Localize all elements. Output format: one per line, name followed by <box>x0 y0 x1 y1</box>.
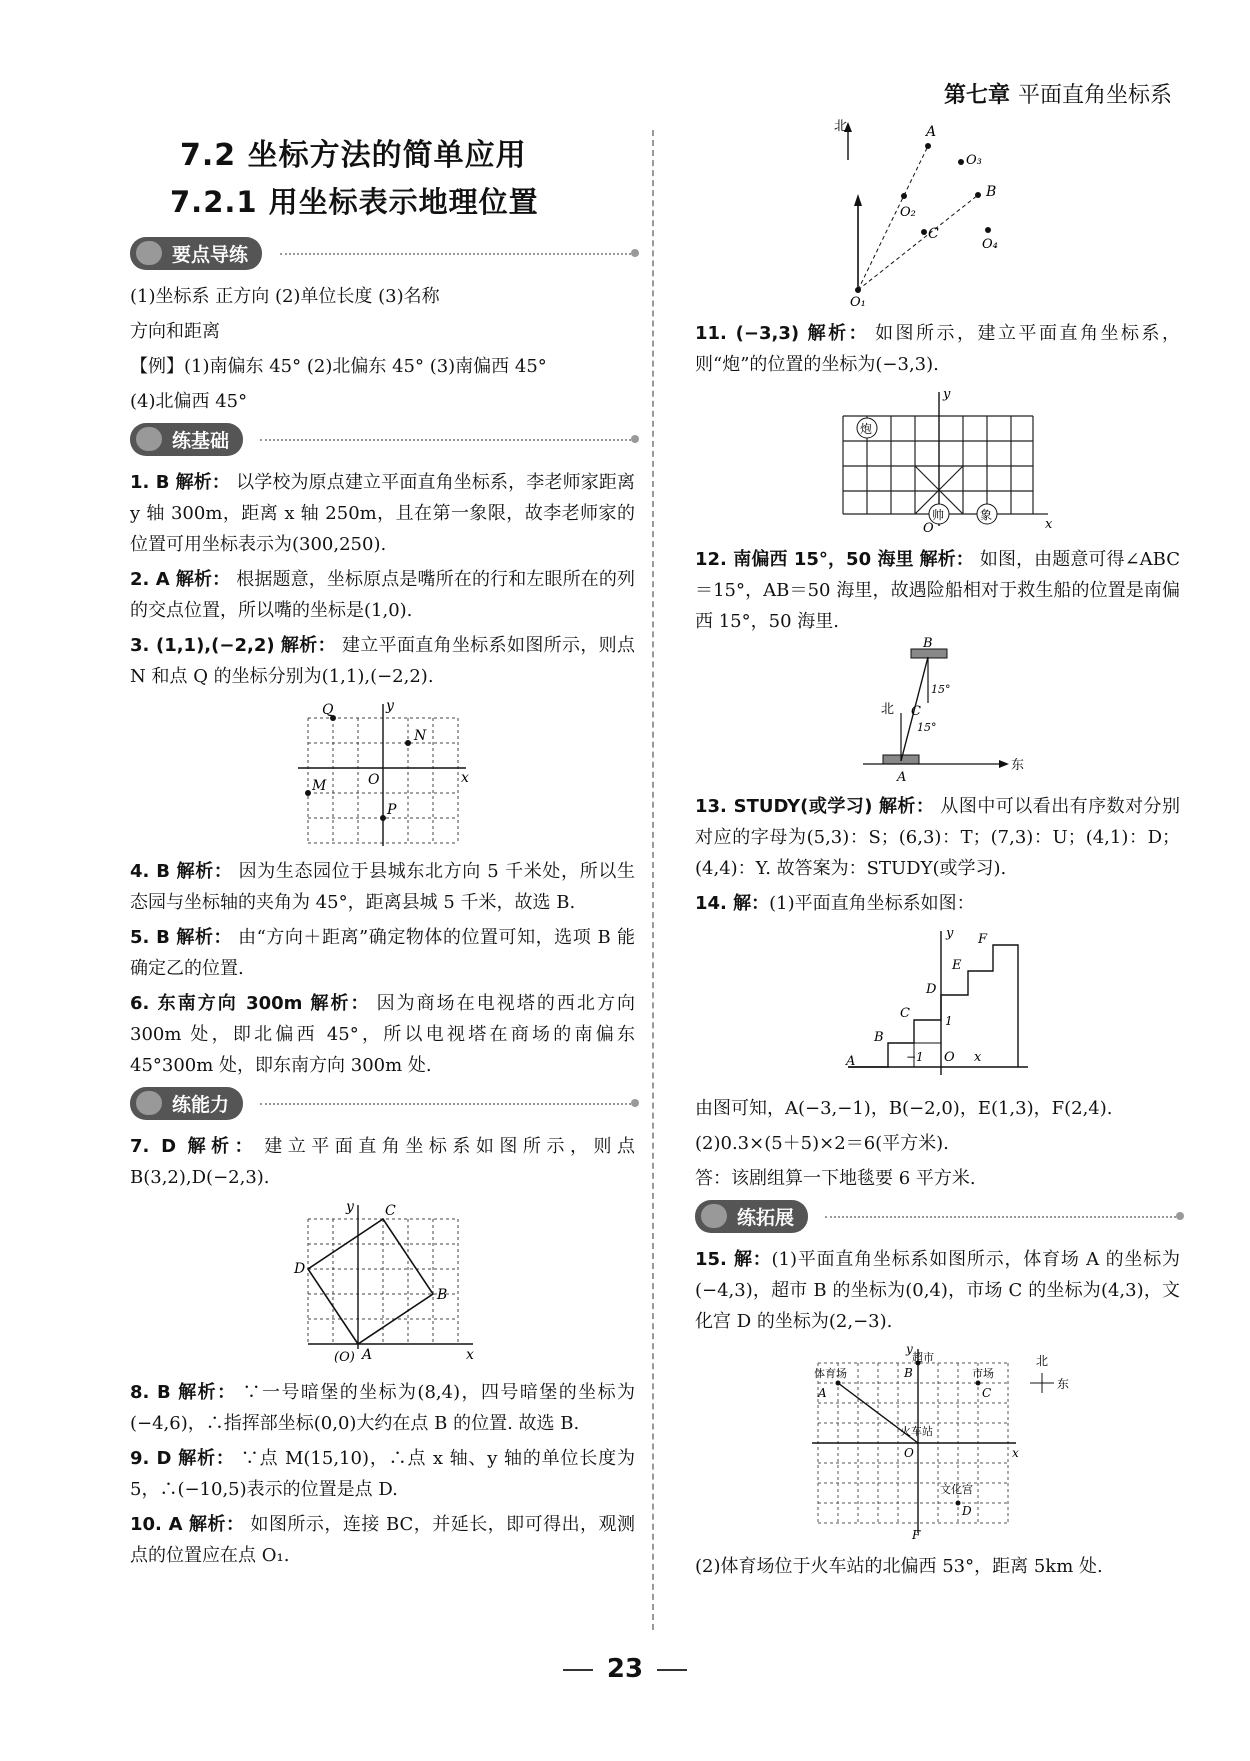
svg-text:y: y <box>345 1199 354 1215</box>
answer-8: 8. B 解析： ∵一号暗堡的坐标为(8,4)，四号暗堡的坐标为(−4,6)，∴指挥部坐标(0,0)大约在点 B 的位置. 故选 B. <box>130 1382 636 1434</box>
svg-text:北: 北 <box>1035 1354 1048 1368</box>
svg-text:A: A <box>845 1054 855 1069</box>
svg-text:B: B <box>436 1287 447 1303</box>
svg-text:O: O <box>922 521 934 536</box>
page-number: 23 <box>0 1654 1250 1684</box>
svg-text:O: O <box>367 772 379 788</box>
answer-9: 9. D 解析： ∵点 M(15,10)，∴点 x 轴、y 轴的单位长度为 5，∴(−10,5)表示的位置是点 D. <box>130 1448 635 1500</box>
svg-text:x: x <box>460 770 469 786</box>
answer-2: 2. A 解析： 根据题意，坐标原点是嘴所在的行和左眼所在的列的交点位置，所以嘴的坐标是(1,0). <box>130 569 636 621</box>
answer-1: 1. B 解析： 以学校为原点建立平面直角坐标系，李老师家距离 y 轴 300m，距离 x 轴 250m，且在第一象限，故李老师家的位置可用坐标表示为(300,250). <box>130 472 636 555</box>
svg-text:B: B <box>985 184 996 200</box>
svg-text:A: A <box>361 1347 372 1363</box>
svg-text:C: C <box>384 1203 396 1219</box>
svg-text:帅: 帅 <box>931 508 944 522</box>
svg-text:O: O <box>903 1446 914 1460</box>
svg-text:东: 东 <box>1010 758 1024 773</box>
svg-text:B: B <box>873 1030 884 1045</box>
answer-11: 11. (−3,3) 解析： 如图所示，建立平面直角坐标系，则“炮”的位置的坐标为(−3,3). <box>695 323 1181 375</box>
section-badge: 练基础 <box>130 423 243 456</box>
svg-text:东: 东 <box>1056 1377 1069 1391</box>
svg-text:B: B <box>903 1366 913 1380</box>
svg-text:C: C <box>910 704 921 719</box>
section-badge: 要点导练 <box>130 237 262 270</box>
svg-text:C: C <box>927 226 939 242</box>
subsection-title: 7.2.1 用坐标表示地理位置 <box>170 185 539 219</box>
answer-15-b: (2)体育场位于火车站的北偏西 53°，距离 5km 处. <box>695 1556 1103 1577</box>
right-column <box>695 120 1180 1586</box>
svg-text:(O): (O) <box>333 1350 355 1365</box>
svg-text:北: 北 <box>833 119 847 134</box>
answer-10: 10. A 解析： 如图所示，连接 BC，并延长，即可得出，观测点的位置应在点 O₁. <box>130 1514 635 1566</box>
answer-7: 7. D 解析： 建立平面直角坐标系如图所示，则点 B(3,2),D(−2,3). <box>130 1136 636 1188</box>
key-point-line: (1)坐标系 正方向 (2)单位长度 (3)名称 <box>130 286 440 307</box>
svg-text:1: 1 <box>944 1014 953 1028</box>
svg-text:y: y <box>905 1342 913 1356</box>
answer-14-b: (2)0.3×(5＋5)×2＝6(平方米). <box>695 1133 949 1154</box>
svg-text:y: y <box>945 926 953 941</box>
svg-text:15°: 15° <box>930 683 950 696</box>
column-divider <box>652 130 654 1630</box>
section-header-ability <box>130 1087 635 1121</box>
section-header-basic <box>130 423 635 457</box>
answer-14: 14. 解：(1)平面直角坐标系如图： <box>695 893 975 914</box>
svg-text:A: A <box>925 124 936 140</box>
svg-text:F: F <box>911 1528 920 1542</box>
svg-text:E: E <box>951 958 961 973</box>
section-header-key-points <box>130 237 635 271</box>
svg-text:O₃: O₃ <box>965 153 982 168</box>
svg-text:体育场: 体育场 <box>813 1367 847 1380</box>
svg-text:A: A <box>896 770 906 785</box>
svg-text:15°: 15° <box>916 721 936 734</box>
svg-text:象: 象 <box>979 508 992 522</box>
map-figure-q15 <box>808 1343 1068 1543</box>
svg-text:x: x <box>1044 517 1052 532</box>
svg-text:D: D <box>293 1261 305 1277</box>
example-line: (4)北偏西 45° <box>130 391 248 412</box>
answer-15: 15. 解：(1)平面直角坐标系如图所示，体育场 A 的坐标为(−4,3)，超市 B 的坐标为(0,4)，市场 C 的坐标为(4,3)，文化宫 D 的坐标为(2,−3). <box>695 1249 1181 1332</box>
chessboard-figure-q11 <box>823 386 1053 536</box>
ship-figure-q12 <box>853 636 1024 785</box>
answer-4: 4. B 解析： 因为生态园位于县城东北方向 5 千米处，所以生态园与坐标轴的夹角为 45°，距离县城 5 千米，故选 B. <box>130 861 635 913</box>
svg-text:O₁: O₁ <box>849 295 866 310</box>
svg-text:Q: Q <box>321 702 333 718</box>
svg-text:y: y <box>385 698 394 714</box>
svg-text:B: B <box>922 636 933 651</box>
left-column <box>130 120 635 1575</box>
svg-text:F: F <box>977 932 987 947</box>
answer-12: 12. 南偏西 15°，50 海里 解析： 如图，由题意可得∠ABC＝15°，AB＝50 海里，故遇险船相对于救生船的位置是南偏西 15°，50 海里. <box>695 549 1180 632</box>
answer-14-a: 由图可知，A(−3,−1)，B(−2,0)，E(1,3)，F(2,4). <box>695 1098 1113 1119</box>
svg-text:A: A <box>817 1386 827 1400</box>
svg-text:x: x <box>465 1347 474 1363</box>
section-badge: 练拓展 <box>695 1200 808 1233</box>
svg-text:M: M <box>311 778 326 794</box>
svg-text:x: x <box>1011 1446 1019 1460</box>
key-point-line: 方向和距离 <box>130 321 220 342</box>
answer-3: 3. (1,1),(−2,2) 解析： 建立平面直角坐标系如图所示，则点 N 和点 Q 的坐标分别为(1,1),(−2,2). <box>130 635 636 687</box>
svg-text:P: P <box>386 802 396 818</box>
rays-figure-q10 <box>828 120 1048 310</box>
answer-5: 5. B 解析： 由“方向＋距离”确定物体的位置可知，选项 B 能确定乙的位置. <box>130 927 636 979</box>
svg-text:O₄: O₄ <box>981 237 998 252</box>
answer-6: 6. 东南方向 300m 解析： 因为商场在电视塔的西北方向 300m 处，即北偏西 45°，所以电视塔在商场的南偏东 45°300m 处，即东南方向 300m 处. <box>130 993 635 1076</box>
section-header-extension <box>695 1200 1180 1234</box>
svg-text:N: N <box>413 728 426 744</box>
example-line: 【例】(1)南偏东 45° (2)北偏东 45° (3)南偏西 45° <box>130 356 547 377</box>
svg-text:O₂: O₂ <box>899 205 916 220</box>
svg-text:x: x <box>973 1050 981 1065</box>
chapter-header <box>944 78 1172 109</box>
svg-text:D: D <box>925 982 936 997</box>
answer-14-c: 答：该剧组算一下地毯要 6 平方米. <box>695 1168 976 1189</box>
svg-text:市场: 市场 <box>971 1367 994 1380</box>
svg-text:文化宫: 文化宫 <box>939 1483 973 1496</box>
svg-text:北: 北 <box>880 702 894 717</box>
section-badge: 练能力 <box>130 1087 243 1120</box>
svg-text:−1: −1 <box>905 1050 924 1064</box>
svg-text:炮: 炮 <box>859 422 872 436</box>
chapter-title: 平面直角坐标系 <box>1017 83 1172 108</box>
svg-text:O: O <box>943 1050 955 1065</box>
chapter-number: 第七章 <box>943 83 1010 108</box>
section-title: 7.2 坐标方法的简单应用 <box>180 138 527 173</box>
svg-text:D: D <box>961 1504 972 1518</box>
svg-text:C: C <box>981 1386 991 1400</box>
svg-text:超市: 超市 <box>911 1351 934 1364</box>
svg-text:C: C <box>899 1006 910 1021</box>
grid-figure-q3 <box>298 698 468 848</box>
answer-13: 13. STUDY(或学习) 解析： 从图中可以看出有序数对分别对应的字母为(5,3)：S；(6,3)：T；(7,3)：U；(4,1)：D；(4,4)：Y. 故答案为：STUDY(或学习). <box>695 796 1181 879</box>
svg-text:火车站: 火车站 <box>899 1425 933 1438</box>
stairs-figure-q14 <box>838 925 1038 1085</box>
square-figure-q7 <box>288 1199 478 1369</box>
svg-text:y: y <box>942 387 950 402</box>
